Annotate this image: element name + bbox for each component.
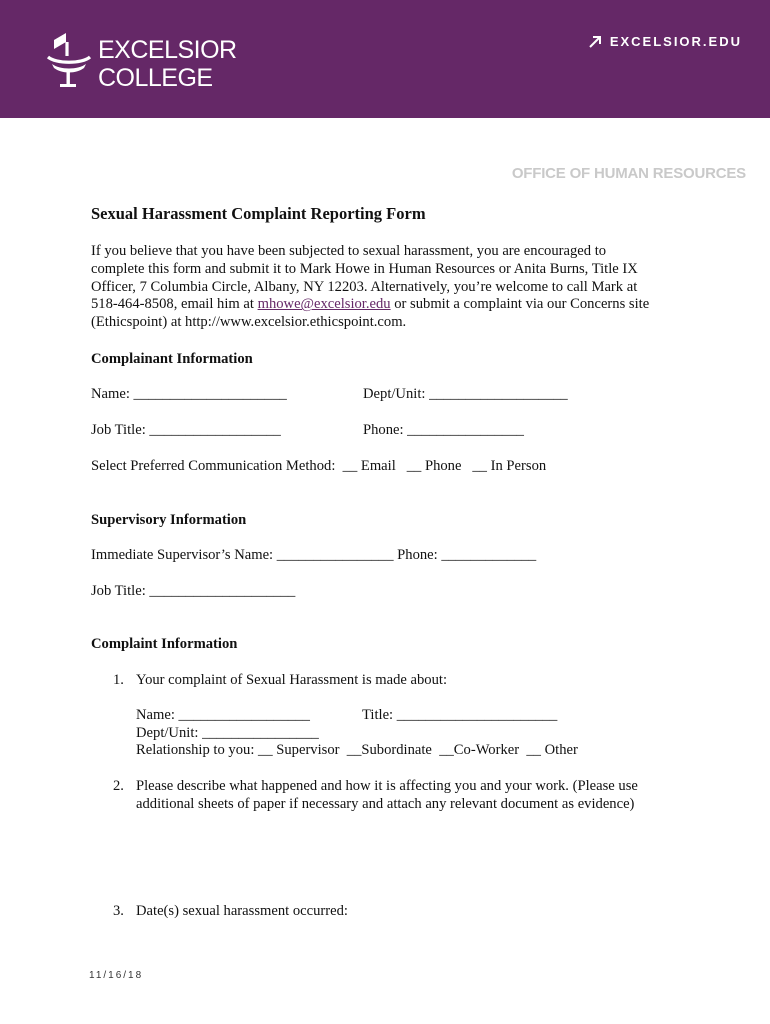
respondent-name-field[interactable]: Name: __________________ [136,706,310,723]
intro-line-4-end: or submit a complaint via our Concerns site [390,296,650,313]
intro-line-4-start: 518-464-8508, email him at [91,296,258,313]
logo-wordmark [98,36,237,92]
logo-line-2: COLLEGE [98,64,213,92]
complainant-name-field[interactable]: Name: _____________________ [91,386,287,402]
email-link[interactable]: mhowe@excelsior.edu [257,296,391,313]
item-1-text: Your complaint of Sexual Harassment is made about: [136,672,448,688]
excelsior-edu-link[interactable] [588,34,742,49]
supervisory-heading: Supervisory Information [91,512,247,528]
complainant-dept-field[interactable]: Dept/Unit: ___________________ [363,386,568,402]
complaint-item-1 [113,672,673,760]
form-title: Sexual Harassment Complaint Reporting Form [91,204,426,223]
arrow-up-right-icon [588,35,602,49]
complainant-phone-field[interactable]: Phone: ________________ [363,422,524,438]
complainant-job-title-field[interactable]: Job Title: __________________ [91,422,281,438]
office-heading: OFFICE OF HUMAN RESOURCES [511,165,746,182]
intro-line-5: (Ethicspoint) at http://www.excelsior.ethicspoint.com. [91,314,407,331]
intro-paragraph [91,243,691,332]
complaint-heading: Complaint Information [91,636,238,652]
complaint-item-2 [113,778,673,814]
respondent-title-field[interactable]: Title: ______________________ [362,706,558,723]
item-number: 2. [113,778,124,794]
item-3-text: Date(s) sexual harassment occurred: [136,903,348,919]
complainant-heading: Complainant Information [91,351,253,367]
item-2-line-1: Please describe what happened and how it is affecting you and your work. (Please use [136,778,638,794]
torch-logo-icon [44,30,94,92]
complainant-row-1 [91,386,568,404]
communication-method-field[interactable]: Select Preferred Communication Method: __ Email __ Phone __ In Person [91,458,547,474]
form-document [91,204,691,919]
supervisor-name-phone-field[interactable]: Immediate Supervisor’s Name: ________________ Phone: _____________ [91,547,537,563]
footer-date: 11/16/18 [89,970,144,981]
page-header [0,0,770,118]
complainant-row-2 [91,422,524,440]
intro-line-3: Officer, 7 Columbia Circle, Albany, NY 12203. Alternatively, you’re welcome to call Mark at [91,278,638,295]
excelsior-college-logo[interactable] [44,30,244,92]
intro-line-4 [91,296,691,314]
item-2-line-2: additional sheets of paper if necessary and attach any relevant document as evidence) [136,795,635,812]
site-link-label: EXCELSIOR.EDU [609,34,742,49]
intro-line-1: If you believe that you have been subjected to sexual harassment, you are encouraged to [91,243,607,259]
intro-line-2: complete this form and submit it to Mark Howe in Human Resources or Anita Burns, Title IX [91,260,638,277]
supervisor-job-title-field[interactable]: Job Title: ____________________ [91,583,296,599]
item-number: 3. [113,903,124,919]
logo-line-1: EXCELSIOR [98,36,237,64]
complaint-item-3 [113,903,673,921]
respondent-dept-field[interactable]: Dept/Unit: ________________ [136,724,319,741]
item-1-name-title-row [136,707,673,725]
relationship-field[interactable]: Relationship to you: __ Supervisor __Subordinate __Co-Worker __ Other [136,742,578,759]
item-number: 1. [113,672,124,688]
